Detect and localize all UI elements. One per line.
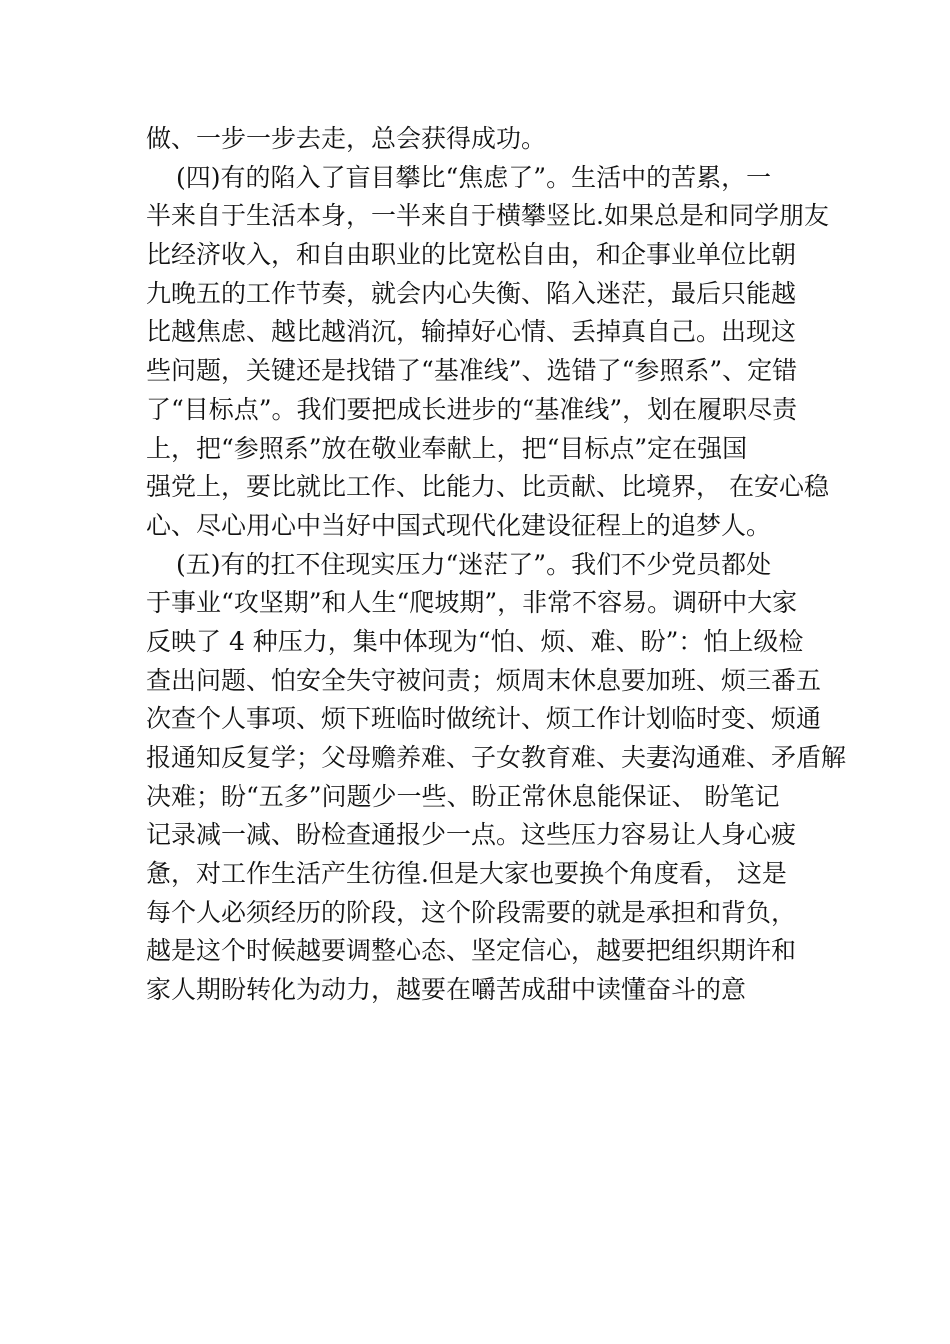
text-line: 记录减一减、盼检查通报少一点。这些压力容易让人身心疲 [146,820,797,850]
text-line: 于事业“攻坚期”和人生“爬坡期”，非常不容易。调研中大家 [146,588,798,618]
text-line: 些问题，关键还是找错了“基准线”、选错了“参照系”、定错 [146,356,798,386]
text-line: 决难；盼“五多”问题少一些、盼正常休息能保证、 盼笔记 [146,781,780,811]
text-line: 惫，对工作生活产生彷徨.但是大家也要换个角度看， 这是 [146,859,787,889]
document-body [146,120,847,1010]
text-line: 做、一步一步去走，总会获得成功。 [146,124,547,153]
text-line: 每个人必须经历的阶段，这个阶段需要的就是承担和背负， [146,897,797,927]
text-line: 家人期盼转化为动力，越要在嚼苦成甜中读懂奋斗的意 [146,975,747,1005]
paragraph-five-start: (五)有的扛不住现实压力“迷茫了”。我们不少党员都处 [176,549,772,579]
text-line: 上，把“参照系”放在敬业奉献上，把“目标点”定在强国 [146,433,748,463]
text-line: 次查个人事项、烦下班临时做统计、烦工作计划临时变、烦通 [146,704,822,734]
text-line: 比经济收入，和自由职业的比宽松自由，和企事业单位比朝 [146,240,797,270]
text-line: 反映了 4 种压力，集中体现为“怕、烦、难、盼”：怕上级检 [146,626,804,656]
text-line: 心、尽心用心中当好中国式现代化建设征程上的追梦人。 [146,510,772,540]
text-line: 查出问题、怕安全失守被问责；烦周末休息要加班、烦三番五 [146,665,822,695]
text-line: 了“目标点”。我们要把成长进步的“基准线”，划在履职尽责 [146,394,798,424]
text-line: 半来自于生活本身，一半来自于横攀竖比.如果总是和同学朋友 [146,201,829,231]
text-line: 报通知反复学；父母赡养难、子女教育难、夫妻沟通难、矛盾解 [146,743,847,772]
text-line: 比越焦虑、越比越消沉，输掉好心情、丢掉真自己。出现这 [146,317,797,347]
text-line: 强党上，要比就比工作、比能力、比贡献、比境界， 在安心稳 [146,472,829,502]
text-line: 九晚五的工作节奏，就会内心失衡、陷入迷茫，最后只能越 [146,278,797,308]
text-line: 越是这个时候越要调整心态、坚定信心，越要把组织期许和 [146,936,797,966]
paragraph-four-start: (四)有的陷入了盲目攀比“焦虑了”。生活中的苦累，一 [176,162,772,192]
